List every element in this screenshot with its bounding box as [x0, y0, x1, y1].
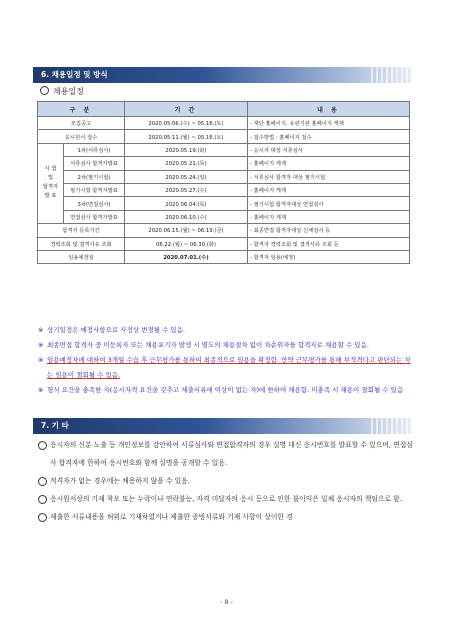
- group-label: [38, 143, 64, 223]
- table-row: [38, 197, 410, 210]
- notes-block: [38, 323, 414, 398]
- list-item: [38, 436, 416, 472]
- row-label: 1차(서류심사): [64, 143, 125, 156]
- note-item: [38, 383, 414, 398]
- section-7-title: 7. 기 타: [41, 421, 69, 430]
- list-item-text: 응시원서상의 기재 착오 또는 누락이나 연락불능, 자격 미달자의 응시 등으로 인한 불이익은 일체 응시자의 책임으로 함.: [50, 495, 402, 503]
- row-period: 06.22.(월) ~ 06.30.(화): [125, 237, 248, 250]
- row-label: 서류심사 합격자발표: [64, 157, 125, 170]
- reference-mark-icon: ※: [38, 341, 44, 349]
- row-period: 2020.05.11.(월) ~ 05.16.(토): [125, 130, 248, 143]
- table-row: [38, 157, 410, 170]
- row-label: 3차(면접심사): [64, 197, 125, 210]
- header-decoration: [371, 67, 411, 83]
- row-label: 모집공고: [38, 117, 125, 130]
- circle-bullet-icon: [38, 477, 47, 486]
- row-content: - 필기시험 합격자대상 면접심사: [248, 197, 410, 210]
- row-label: 2차(필기시험): [64, 170, 125, 183]
- circle-bullet-icon: [38, 513, 47, 522]
- list-item-text: 제출한 서류내용을 허위로 기재하였거나 제출한 증빙서류와 기재 사항이 상이한 경: [50, 513, 293, 521]
- list-item-text: 적격자가 없는 경우에는 채용하지 않을 수 있음.: [50, 477, 190, 485]
- table-row: [38, 143, 410, 156]
- list-item-text: 응시자의 신분 노출 등 개인정보를 감안하여 서류심사와 면접합격자의 경우 실명 대신 응시번호를 발표할 수 있으며, 면접심사 합격자에 한하여 응시번호와 함께 실명을 공개할 수 있음.: [50, 441, 413, 467]
- row-period: 2020.06.04.(목): [125, 197, 248, 210]
- row-label: 응시원서 접수: [38, 130, 125, 143]
- row-content: - 홈페이지 게재: [248, 210, 410, 223]
- table-row: [38, 250, 410, 263]
- note-text: 임용예정자에 대하여 3개월 수습 후 근무평가를 통하여 최종적으로 임용을 확정함. 만약 근무평가를 통해 부적격다고 판단되는 자는 임용이 철회될 수 있음.: [47, 356, 411, 379]
- row-content: - 홈페이지 게재: [248, 183, 410, 196]
- row-label: 면접심사 합격자발표: [64, 210, 125, 223]
- row-label: 경력조회 및 결격사유 조회: [38, 237, 125, 250]
- reference-mark-icon: ※: [38, 326, 44, 334]
- row-label: 임용예정일: [38, 250, 125, 263]
- circle-bullet-icon: [40, 86, 49, 95]
- header-period: 기 간: [125, 102, 248, 117]
- table-row: [38, 170, 410, 183]
- schedule-subtitle-text: 채용일정: [53, 87, 84, 96]
- note-text: 상기일정은 예정사항으로 사정상 변경될 수 있음.: [47, 326, 185, 334]
- row-period: 2020.05.19.(화): [125, 143, 248, 156]
- page-number: - 8 -: [220, 598, 233, 606]
- row-content: - 응시자 대상 서류심사: [248, 143, 410, 156]
- header-content: 내 용: [248, 102, 410, 117]
- list-item: [38, 472, 416, 490]
- row-content: - 합격자 임용(예정): [248, 250, 410, 263]
- note-text: 최종면접 합격자 중 미등록자 또는 채용포기자 발생 시 별도의 채용절차 없이 차순위자를 합격자로 채용할 수 있음.: [47, 341, 369, 349]
- row-period: 2020.06.10.(수): [125, 210, 248, 223]
- row-content: - 최종면접 합격자대상 신체검사 등: [248, 224, 410, 237]
- schedule-table: [37, 101, 410, 264]
- row-period: 2020.05.21.(목): [125, 157, 248, 170]
- header-decoration: [371, 418, 411, 434]
- note-item: [38, 338, 414, 353]
- row-content: - 서류심사 합격자 대상 필기시험: [248, 170, 410, 183]
- circle-bullet-icon: [38, 495, 47, 504]
- table-row: [38, 183, 410, 196]
- schedule-subtitle: [40, 86, 84, 97]
- row-period: 2020.06.15.(월) ~ 06.19.(금): [125, 224, 248, 237]
- row-content: - 접수방법 : 홈페이지 접수: [248, 130, 410, 143]
- row-content: - 홈페이지 게재: [248, 157, 410, 170]
- row-content: - 합격자 경력조회 및 결격사유 조회 등: [248, 237, 410, 250]
- list-item: [38, 508, 416, 526]
- header-category: 구 분: [38, 102, 125, 117]
- section-7-list: [38, 436, 416, 526]
- note-text: 형식 요건을 충족한 자(응시자격 요건을 갖추고 제출서류에 이상이 없는 자)에 한하여 채용함. 미충족 시 채용이 철회될 수 있음: [47, 386, 404, 394]
- note-item: [38, 323, 414, 338]
- table-row: [38, 237, 410, 250]
- list-item: [38, 490, 416, 508]
- table-row: [38, 210, 410, 223]
- table-row: [38, 130, 410, 143]
- group-label-line: 합격자: [42, 184, 59, 191]
- table-row: [38, 117, 410, 130]
- circle-bullet-icon: [38, 441, 47, 450]
- row-label: 필기시험 합격자발표: [64, 183, 125, 196]
- section-7-header: [33, 418, 411, 434]
- group-label-line: 발 표: [44, 193, 57, 200]
- row-label: 합격자 등록기간: [38, 224, 125, 237]
- reference-mark-icon: ※: [38, 386, 44, 394]
- row-content: - 재단 홈페이지, 유관기관 홈페이지 게재: [248, 117, 410, 130]
- row-period: 2020.05.24.(일): [125, 170, 248, 183]
- table-header-row: [38, 102, 410, 117]
- section-6-title: 6. 채용일정 및 방식: [41, 70, 108, 79]
- group-label-line: 및: [47, 175, 54, 182]
- row-period: 2020.05.27.(수): [125, 183, 248, 196]
- row-period: 2020.05.06.(수) ~ 05.16.(토): [125, 117, 248, 130]
- reference-mark-icon: ※: [38, 356, 44, 364]
- section-6-header: [33, 67, 411, 83]
- group-label-line: 시 험: [44, 166, 57, 173]
- table-row: [38, 224, 410, 237]
- row-period: 2020.07.01.(수): [125, 250, 248, 263]
- note-item: [38, 353, 414, 383]
